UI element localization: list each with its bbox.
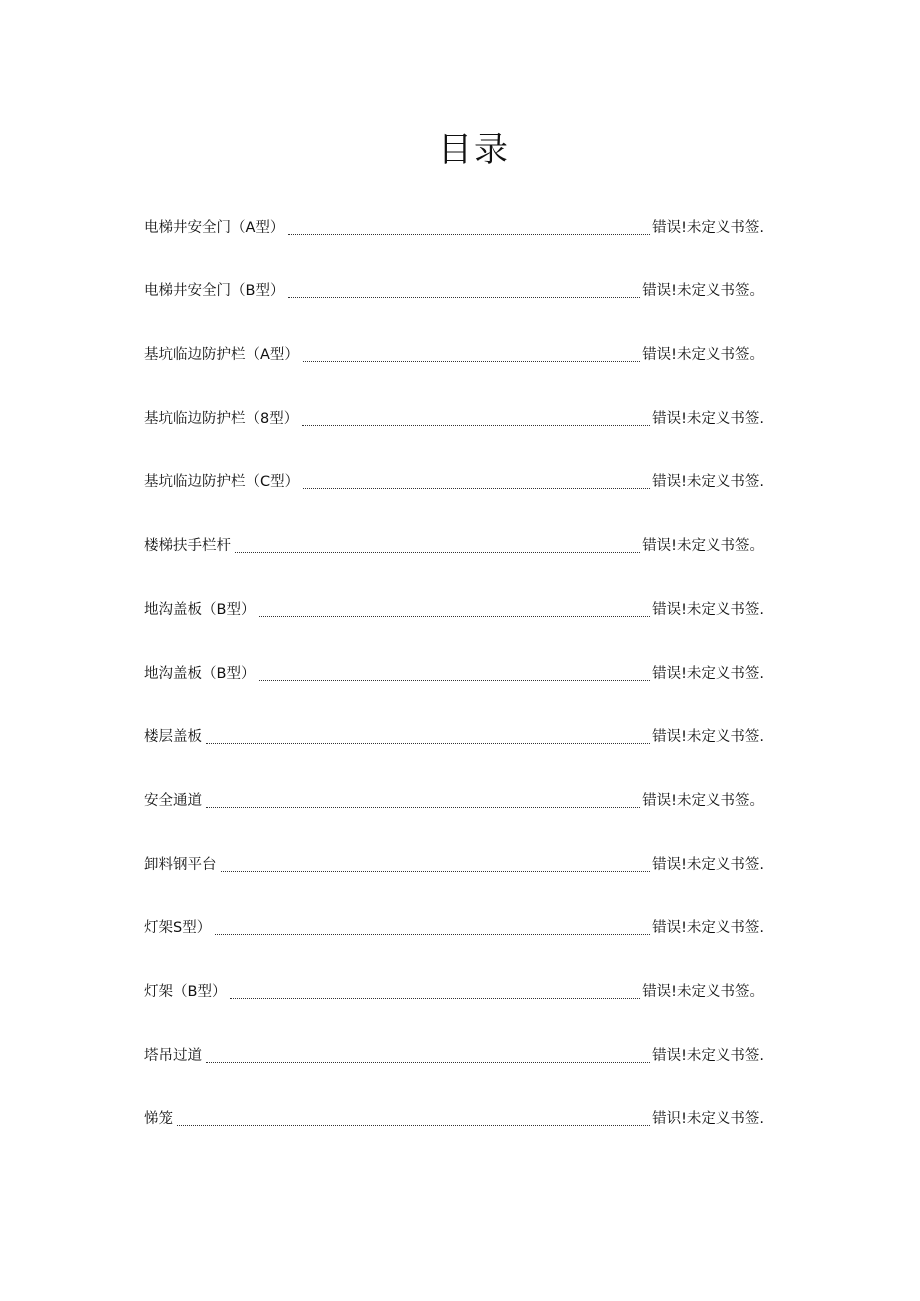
toc-entry-label: 基坑临边防护栏（8型）: [144, 410, 299, 427]
dot-leader: [206, 1062, 650, 1063]
page-title: 目录: [438, 130, 510, 170]
toc-entry-page-ref: 错识!未定义书签.: [652, 1111, 764, 1128]
toc-entry-label: 楼层盖板: [144, 729, 202, 746]
toc-entry-label: 塔吊过道: [144, 1047, 202, 1064]
toc-entry-page-ref: 错误!未定义书签.: [652, 856, 764, 873]
toc-entry-label: 电梯井安全门（A型）: [144, 219, 285, 236]
toc-entry-label: 灯架S型）: [144, 920, 212, 937]
toc-entry-page-ref: 错误!未定义书签。: [642, 538, 764, 555]
dot-leader: [177, 1125, 650, 1126]
toc-entry[interactable]: [144, 455, 764, 519]
table-of-contents: [144, 200, 764, 1155]
toc-entry[interactable]: [144, 964, 764, 1028]
dot-leader: [206, 807, 640, 808]
toc-entry-label: 悌笼: [144, 1111, 173, 1128]
toc-entry-page-ref: 错误!未定义书签.: [652, 410, 764, 427]
toc-entry-label: 地沟盖板（B型）: [144, 665, 256, 682]
toc-entry-page-ref: 错误!未定义书签。: [642, 983, 764, 1000]
dot-leader: [288, 234, 650, 235]
toc-entry-page-ref: 错误!未定义书签.: [652, 920, 764, 937]
toc-entry[interactable]: [144, 391, 764, 455]
dot-leader: [302, 425, 650, 426]
toc-entry[interactable]: [144, 1028, 764, 1092]
toc-entry-label: 灯架（B型）: [144, 983, 227, 1000]
toc-entry[interactable]: [144, 710, 764, 774]
toc-entry-page-ref: 错误!未定义书签.: [652, 1047, 764, 1064]
dot-leader: [221, 871, 651, 872]
dot-leader: [235, 552, 640, 553]
toc-entry[interactable]: [144, 773, 764, 837]
toc-entry[interactable]: [144, 518, 764, 582]
dot-leader: [206, 743, 650, 744]
toc-entry-label: 卸料钢平台: [144, 856, 217, 873]
toc-entry-page-ref: 错误!未定义书签。: [642, 283, 764, 300]
dot-leader: [303, 361, 640, 362]
toc-entry-label: 安全通道: [144, 792, 202, 809]
toc-entry[interactable]: [144, 327, 764, 391]
dot-leader: [259, 616, 650, 617]
toc-entry-page-ref: 错误!未定义书签.: [652, 601, 764, 618]
dot-leader: [215, 934, 650, 935]
toc-entry[interactable]: [144, 264, 764, 328]
toc-entry[interactable]: [144, 200, 764, 264]
toc-entry-page-ref: 错误!未定义书签.: [652, 219, 764, 236]
toc-entry[interactable]: [144, 837, 764, 901]
toc-entry-page-ref: 错误!未定义书签.: [652, 474, 764, 491]
toc-entry-label: 楼梯扶手栏杆: [144, 538, 231, 555]
toc-entry[interactable]: [144, 646, 764, 710]
toc-entry-label: 电梯井安全门（B型）: [144, 283, 285, 300]
toc-entry-page-ref: 错误!未定义书签。: [642, 792, 764, 809]
dot-leader: [288, 297, 640, 298]
toc-entry-page-ref: 错误!未定义书签.: [652, 665, 764, 682]
toc-entry-label: 基坑临边防护栏（A型）: [144, 347, 299, 364]
toc-entry[interactable]: [144, 582, 764, 646]
toc-entry-label: 地沟盖板（B型）: [144, 601, 256, 618]
toc-entry-page-ref: 错误!未定义书签.: [652, 729, 764, 746]
toc-entry[interactable]: [144, 901, 764, 965]
dot-leader: [303, 488, 650, 489]
toc-entry-label: 基坑临边防护栏（C型）: [144, 474, 300, 491]
toc-entry-page-ref: 错误!未定义书签。: [642, 347, 764, 364]
dot-leader: [230, 998, 640, 999]
toc-entry[interactable]: [144, 1092, 764, 1156]
dot-leader: [259, 680, 650, 681]
